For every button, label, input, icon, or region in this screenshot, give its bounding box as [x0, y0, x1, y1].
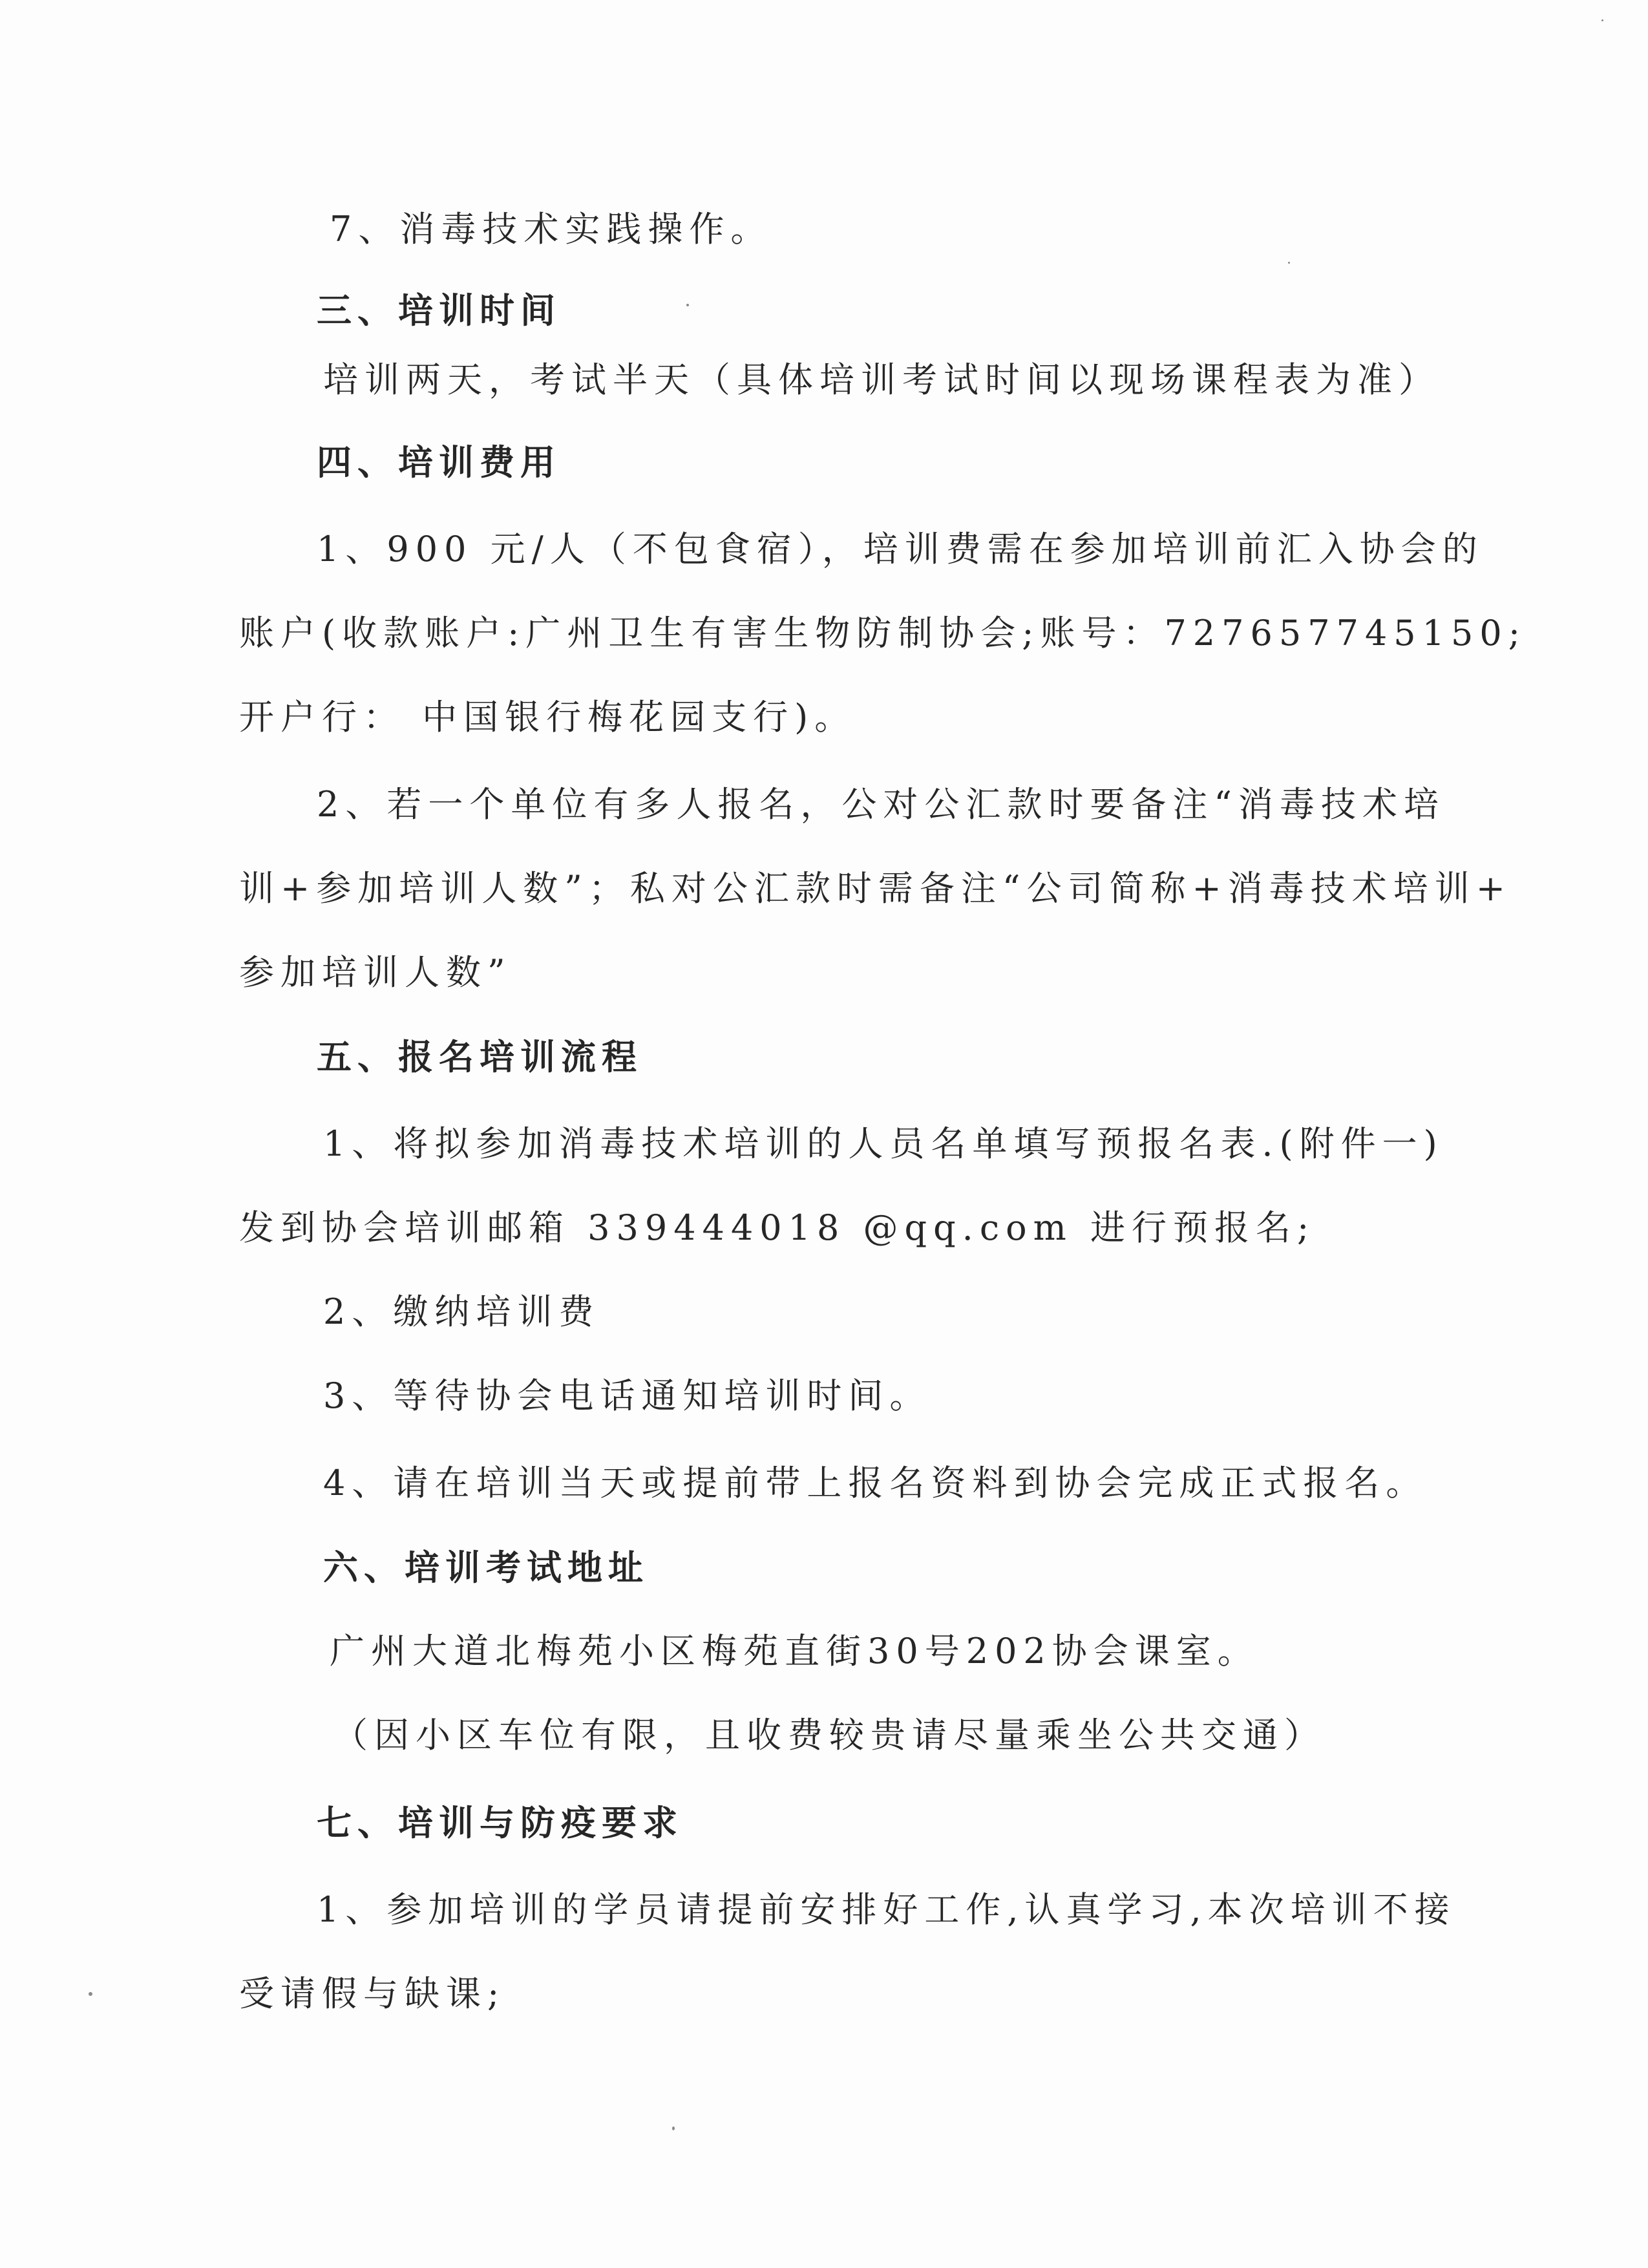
- paragraph-address: 广州大道北梅苑小区梅苑直街30号202协会课室。: [330, 1631, 1259, 1671]
- paragraph-flow-2: 2、缴纳培训费: [323, 1291, 600, 1332]
- paragraph-flow-3: 3、等待协会电话通知培训时间。: [323, 1375, 931, 1416]
- paragraph-flow-4: 4、请在培训当天或提前带上报名资料到协会完成正式报名。: [323, 1463, 1428, 1503]
- paragraph-fee-line-2: 账户(收款账户:广州卫生有害生物防制协会;账号：727657745150;: [239, 613, 1527, 653]
- paragraph-fee-line-3: 开户行： 中国银行梅花园支行)。: [239, 697, 856, 737]
- section-heading-requirements: 七、培训与防疫要求: [317, 1802, 683, 1843]
- paragraph-group-remit-line-2: 训+参加培训人数”；私对公汇款时需备注“公司简称+消毒技术培训+: [239, 868, 1512, 909]
- scan-speck: [89, 1992, 92, 1996]
- scan-speck: [672, 2126, 675, 2130]
- section-heading-registration-flow: 五、报名培训流程: [317, 1036, 642, 1077]
- paragraph-flow-1-line-1: 1、将拟参加消毒技术培训的人员名单填写预报名表.(附件一): [323, 1123, 1444, 1164]
- paragraph-req-1-line-2: 受请假与缺课;: [239, 1973, 506, 2014]
- scan-speck: [686, 304, 689, 306]
- list-item-disinfection-practice: 7、消毒技术实践操作。: [330, 209, 772, 249]
- section-heading-exam-address: 六、培训考试地址: [323, 1547, 649, 1588]
- paragraph-group-remit-line-1: 2、若一个单位有多人报名，公对公汇款时要备注“消毒技术培: [317, 784, 1445, 825]
- paragraph-training-duration: 培训两天，考试半天（具体培训考试时间以现场课程表为准）: [323, 359, 1440, 400]
- paragraph-req-1-line-1: 1、参加培训的学员请提前安排好工作,认真学习,本次培训不接: [317, 1889, 1456, 1930]
- scan-speck: [1601, 19, 1603, 21]
- paragraph-address-note: （因小区车位有限，且收费较贵请尽量乘坐公共交通）: [333, 1715, 1326, 1755]
- section-heading-training-fee: 四、培训费用: [317, 441, 561, 483]
- paragraph-fee-line-1: 1、900 元/人（不包食宿），培训费需在参加培训前汇入协会的: [317, 529, 1484, 569]
- scan-speck: [1288, 262, 1290, 264]
- paragraph-group-remit-line-3: 参加培训人数”: [239, 952, 512, 993]
- paragraph-flow-1-line-2: 发到协会培训邮箱 339444018 @qq.com 进行预报名;: [239, 1207, 1316, 1248]
- section-heading-training-time: 三、培训时间: [317, 290, 561, 331]
